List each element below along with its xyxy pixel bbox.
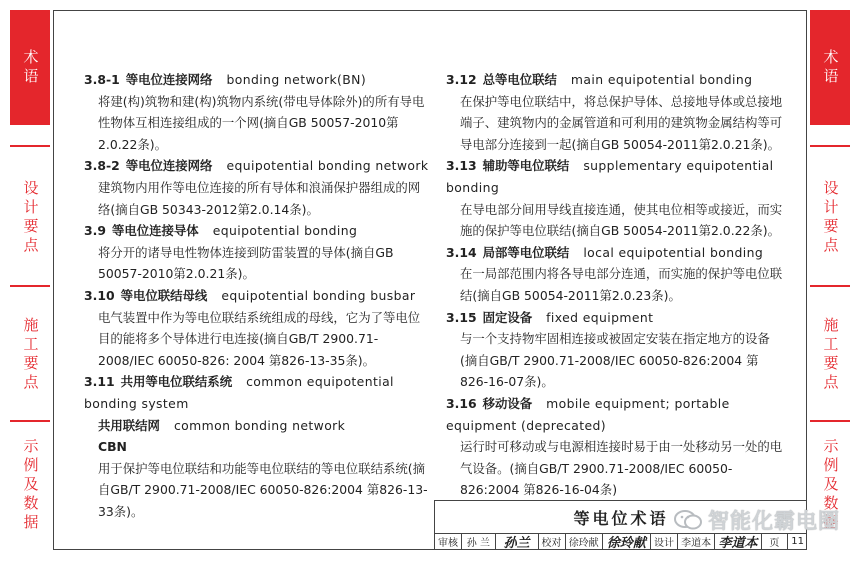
term-entry bbox=[446, 242, 786, 307]
term-number: 3.12 bbox=[446, 72, 477, 87]
term-english: equipotential bonding bbox=[212, 223, 358, 239]
subterm-english: common bonding network bbox=[173, 417, 346, 433]
sidebar-tab-label: 示例及数据 bbox=[21, 438, 40, 533]
term-chinese: 等电位连接网络 bbox=[125, 158, 213, 174]
sidebar-tab-terms[interactable] bbox=[10, 10, 50, 125]
reviewer-signature: 孙兰 bbox=[496, 533, 539, 550]
divider bbox=[810, 145, 850, 147]
watermark-text: 智能化霸电圈 bbox=[708, 509, 840, 533]
term-number: 3.16 bbox=[446, 395, 477, 411]
page-number: 11 bbox=[791, 536, 804, 547]
sidebar-tab-label: 示例及数据 bbox=[821, 438, 840, 533]
divider bbox=[810, 285, 850, 287]
term-number: 3.14 bbox=[446, 244, 477, 260]
term-number: 3.10 bbox=[84, 287, 115, 303]
sidebar-tab-design[interactable] bbox=[810, 155, 850, 280]
term-entry bbox=[84, 220, 429, 285]
sidebar-tab-construction[interactable] bbox=[10, 295, 50, 415]
term-entry bbox=[84, 69, 429, 155]
term-entry bbox=[84, 155, 429, 220]
designer-signature: 李道本 bbox=[715, 533, 761, 550]
sidebar-tab-construction[interactable] bbox=[810, 295, 850, 415]
term-english: fixed equipment bbox=[546, 309, 654, 325]
term-entry bbox=[84, 285, 429, 371]
left-sidebar bbox=[10, 10, 50, 551]
term-entry bbox=[446, 393, 786, 501]
right-sidebar bbox=[810, 10, 850, 551]
subterm-abbreviation: CBN bbox=[98, 439, 127, 455]
term-english: bonding network(BN) bbox=[226, 72, 367, 87]
sidebar-tab-label: 施工要点 bbox=[21, 317, 40, 393]
term-chinese: 等电位连接网络 bbox=[125, 72, 213, 87]
sidebar-tab-terms[interactable] bbox=[810, 10, 850, 125]
left-column bbox=[84, 69, 429, 522]
sidebar-tab-label: 设计要点 bbox=[821, 179, 840, 256]
term-definition: 运行时可移动或与电源相连接时易于由一处移动另一处的电气设备。(摘自GB/T 2900.71-2008/IEC 60050-826:2004 第826-16-04条) bbox=[460, 439, 783, 498]
sidebar-tab-label: 施工要点 bbox=[821, 317, 840, 393]
term-english: equipotential bonding busbar bbox=[221, 287, 416, 303]
checker-label: 校对 bbox=[539, 533, 566, 550]
term-number: 3.8-1 bbox=[84, 72, 120, 87]
term-english: mobile equipment; portable equipment (deprecated) bbox=[446, 395, 730, 433]
term-english: local equipotential bonding bbox=[583, 244, 764, 260]
term-definition: 将分开的诸导电性物体连接到防雷装置的导体(摘自GB 50057-2010第2.0.21条)。 bbox=[98, 244, 394, 282]
drawing-title: 等电位术语 bbox=[435, 501, 807, 534]
term-entry bbox=[446, 307, 786, 393]
reviewer-name: 孙 兰 bbox=[462, 533, 496, 550]
divider bbox=[10, 420, 50, 422]
term-definition: 用于保护等电位联结和功能等电位联结的等电位联结系统(摘自GB/T 2900.71-2008/IEC 60050-826:2004 第826-13-33条)。 bbox=[98, 460, 428, 519]
sidebar-tab-label: 术语 bbox=[821, 48, 840, 87]
term-english: equipotential bonding network bbox=[226, 158, 429, 174]
term-chinese: 局部等电位联结 bbox=[482, 244, 570, 260]
term-entry bbox=[446, 155, 786, 241]
term-number: 3.13 bbox=[446, 158, 477, 174]
term-chinese: 辅助等电位联结 bbox=[482, 158, 570, 174]
term-chinese: 等电位连接导体 bbox=[111, 223, 199, 239]
sidebar-tab-label: 设计要点 bbox=[21, 179, 40, 256]
term-number: 3.11 bbox=[84, 374, 115, 390]
reviewer-label: 审核 bbox=[435, 533, 462, 550]
term-chinese: 移动设备 bbox=[482, 395, 533, 411]
approval-row bbox=[435, 533, 807, 550]
sidebar-tab-design[interactable] bbox=[10, 155, 50, 280]
subterm-chinese: 共用联结网 bbox=[98, 417, 160, 433]
term-entry bbox=[84, 371, 429, 522]
term-definition: 建筑物内用作等电位连接的所有导体和浪涌保护器组成的网络(摘自GB 50343-2012第2.0.14条)。 bbox=[98, 179, 421, 217]
term-english: supplementary equipotential bonding bbox=[446, 158, 774, 195]
wechat-icon bbox=[674, 509, 702, 531]
divider bbox=[10, 145, 50, 147]
sidebar-tab-examples[interactable] bbox=[10, 428, 50, 543]
designer-name: 李道本 bbox=[678, 533, 715, 550]
divider bbox=[10, 285, 50, 287]
term-definition: 在保护等电位联结中，将总保护导体、总接地导体或总接地端子、建筑物内的金属管道和可利用的建筑物金属结构等可导电部分连接到一起(摘自GB 50054-2011第2.0.21条)。 bbox=[460, 93, 783, 152]
term-number: 3.8-2 bbox=[84, 158, 120, 174]
term-chinese: 固定设备 bbox=[482, 309, 533, 325]
term-number: 3.9 bbox=[84, 223, 106, 239]
right-column bbox=[446, 69, 786, 501]
term-chinese: 总等电位联结 bbox=[482, 72, 557, 87]
checker-signature: 徐玲献 bbox=[603, 533, 651, 550]
term-english: main equipotential bonding bbox=[570, 72, 753, 87]
term-definition: 与一个支持物牢固相连接或被固定安装在指定地方的设备(摘自GB/T 2900.71-2008/IEC 60050-826:2004 第826-16-07条)。 bbox=[460, 331, 770, 390]
term-entry bbox=[446, 69, 786, 155]
checker-name: 徐玲献 bbox=[566, 533, 603, 550]
term-english: common equipotential bonding system bbox=[84, 374, 394, 411]
term-definition: 在导电部分间用导线直接连通，使其电位相等或接近，而实施的保护等电位联结(摘自GB 50054-2011第2.0.22条)。 bbox=[460, 201, 783, 239]
page-label: 页 bbox=[762, 533, 789, 550]
term-definition: 电气装置中作为等电位联结系统组成的母线，它为了等电位目的能将多个导体进行电连接(摘自GB/T 2900.71-2008/IEC 60050-826: 2004 第826-13-35条)。 bbox=[98, 309, 421, 368]
divider bbox=[810, 420, 850, 422]
sidebar-tab-label: 术语 bbox=[21, 48, 40, 87]
term-chinese: 等电位联结母线 bbox=[120, 287, 208, 303]
term-chinese: 共用等电位联结系统 bbox=[120, 374, 233, 390]
designer-label: 设计 bbox=[651, 533, 678, 550]
watermark bbox=[674, 505, 840, 535]
term-number: 3.15 bbox=[446, 309, 477, 325]
term-definition: 将建(构)筑物和建(构)筑物内系统(带电导体除外)的所有导电性物体互相连接组成的一个网(摘自GB 50057-2010第2.0.22条)。 bbox=[98, 93, 425, 152]
term-definition: 在一局部范围内将各导电部分连通，而实施的保护等电位联结(摘自GB 50054-2011第2.0.23条)。 bbox=[460, 266, 783, 303]
